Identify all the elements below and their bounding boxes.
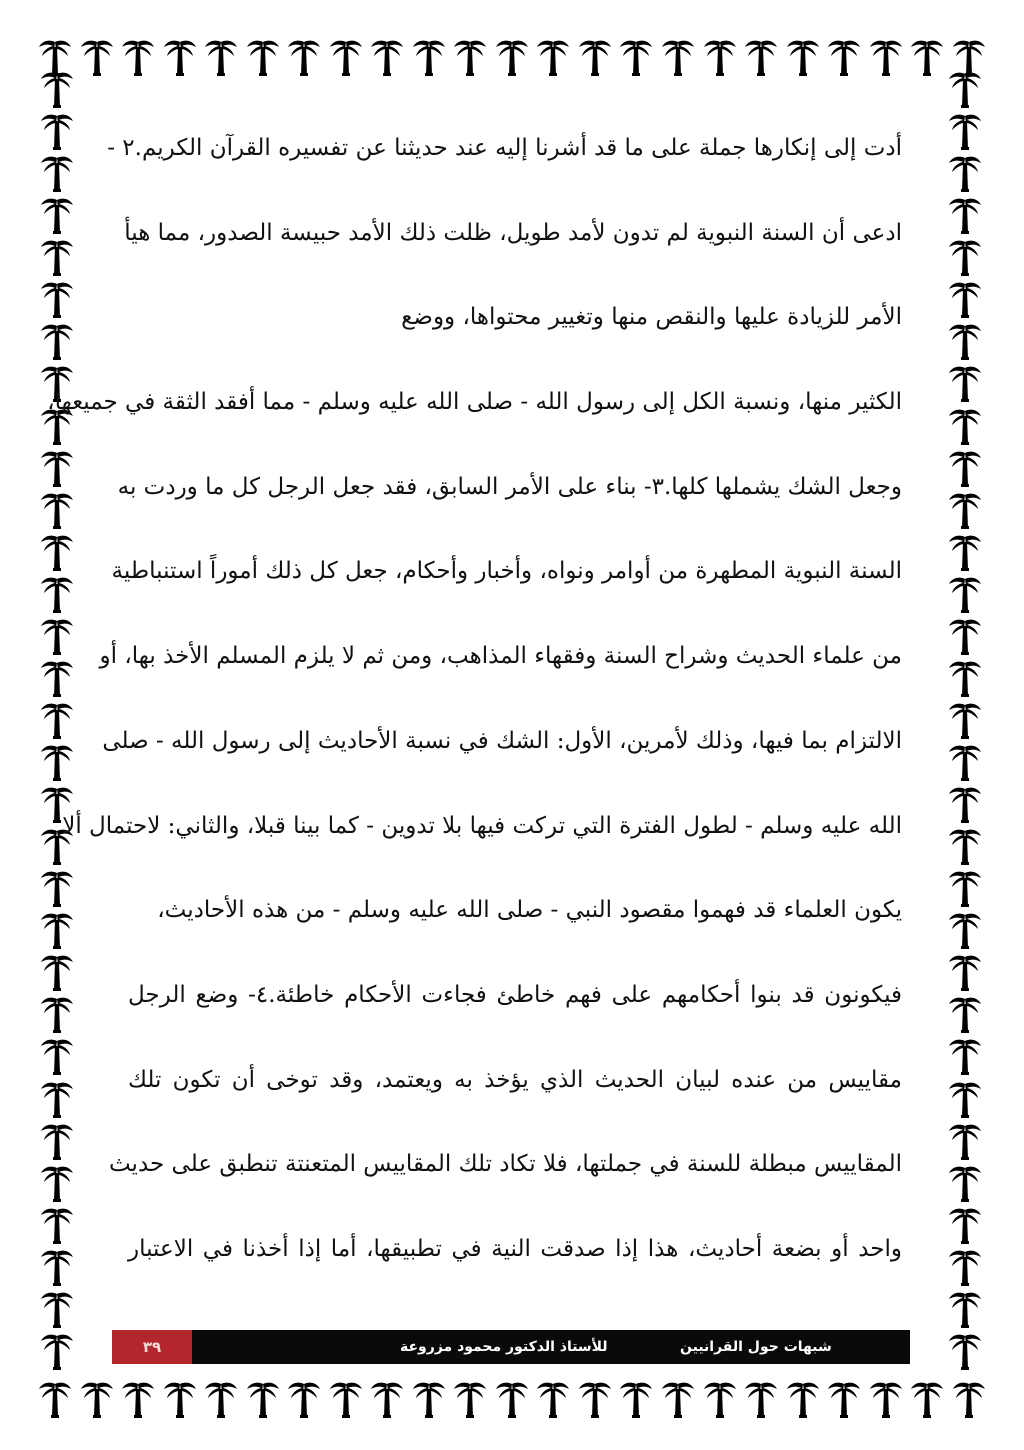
palm-tree-icon xyxy=(948,1037,982,1075)
palm-tree-icon xyxy=(948,575,982,613)
palm-tree-icon xyxy=(38,1380,72,1418)
text-line: مقاييس من عنده لبيان الحديث الذي يؤخذ به ويعتمد، وقد توخى أن تكون تلك xyxy=(128,1066,902,1093)
palm-tree-icon xyxy=(40,1037,74,1075)
palm-tree-icon xyxy=(40,449,74,487)
palm-tree-icon xyxy=(744,1380,778,1418)
palm-tree-icon xyxy=(329,1380,363,1418)
palm-tree-icon xyxy=(40,154,74,192)
palm-tree-icon xyxy=(744,38,778,76)
palm-tree-icon xyxy=(495,38,529,76)
palm-tree-icon xyxy=(619,38,653,76)
palm-tree-icon xyxy=(204,38,238,76)
palm-tree-icon xyxy=(869,1380,903,1418)
palm-tree-icon xyxy=(948,953,982,991)
palm-tree-icon xyxy=(40,701,74,739)
palm-tree-icon xyxy=(948,743,982,781)
footer-author: للأستاذ الدكتور محمود مزروعة xyxy=(400,1339,608,1355)
palm-tree-icon xyxy=(40,1290,74,1328)
palm-tree-icon xyxy=(661,1380,695,1418)
palm-tree-icon xyxy=(40,953,74,991)
palm-tree-icon xyxy=(703,38,737,76)
palm-tree-icon xyxy=(948,827,982,865)
palm-tree-icon xyxy=(370,1380,404,1418)
text-line: أدت إلى إنكارها جملة على ما قد أشرنا إليه عند حديثنا عن تفسيره القرآن الكريم.٢ - xyxy=(107,135,902,161)
palm-tree-icon xyxy=(40,1122,74,1160)
palm-tree-icon xyxy=(40,743,74,781)
palm-tree-icon xyxy=(204,1380,238,1418)
palm-tree-icon xyxy=(40,112,74,150)
text-line: من علماء الحديث وشراح السنة وفقهاء المذاهب، ومن ثم لا يلزم المسلم الأخذ بها، أو xyxy=(99,643,902,670)
palm-tree-icon xyxy=(786,1380,820,1418)
palm-tree-icon xyxy=(121,1380,155,1418)
palm-tree-icon xyxy=(948,322,982,360)
palm-tree-icon xyxy=(827,38,861,76)
palm-tree-icon xyxy=(329,38,363,76)
text-line: واحد أو بضعة أحاديث، هذا إذا صدقت النية في تطبيقها، أما إذا أخذنا في الاعتبار xyxy=(128,1235,902,1262)
palm-tree-icon xyxy=(578,38,612,76)
palm-tree-icon xyxy=(786,38,820,76)
palm-tree-icon xyxy=(948,238,982,276)
palm-tree-icon xyxy=(453,1380,487,1418)
palm-tree-icon xyxy=(948,617,982,655)
palm-tree-icon xyxy=(948,1332,982,1370)
palm-tree-icon xyxy=(910,1380,944,1418)
palm-tree-icon xyxy=(948,1206,982,1244)
palm-border-left xyxy=(40,70,74,1370)
palm-tree-icon xyxy=(948,1290,982,1328)
palm-tree-icon xyxy=(952,1380,986,1418)
text-line: الله عليه وسلم - لطول الفترة التي تركت فيها بلا تدوين - كما بينا قبلا، والثاني: لاحتمال ألا xyxy=(62,812,902,839)
palm-tree-icon xyxy=(121,38,155,76)
palm-tree-icon xyxy=(578,1380,612,1418)
palm-tree-icon xyxy=(40,1080,74,1118)
palm-tree-icon xyxy=(287,1380,321,1418)
palm-tree-icon xyxy=(40,911,74,949)
text-line: السنة النبوية المطهرة من أوامر ونواه، وأخبار وأحكام، جعل كل ذلك أموراً استنباطية xyxy=(111,558,902,585)
footer-book-title: شبهات حول القرانيين xyxy=(680,1339,832,1355)
palm-tree-icon xyxy=(948,154,982,192)
palm-tree-icon xyxy=(948,280,982,318)
palm-border-right xyxy=(948,70,982,1370)
palm-tree-icon xyxy=(827,1380,861,1418)
text-line: وجعل الشك يشملها كلها.٣- بناء على الأمر السابق، فقد جعل الرجل كل ما وردت به xyxy=(117,473,902,500)
palm-tree-icon xyxy=(948,407,982,445)
palm-tree-icon xyxy=(40,995,74,1033)
palm-tree-icon xyxy=(948,659,982,697)
palm-tree-icon xyxy=(40,491,74,529)
text-line: يكون العلماء قد فهموا مقصود النبي - صلى الله عليه وسلم - من هذه الأحاديث، xyxy=(157,897,902,924)
palm-tree-icon xyxy=(661,38,695,76)
palm-tree-icon xyxy=(495,1380,529,1418)
palm-tree-icon xyxy=(948,701,982,739)
palm-tree-icon xyxy=(40,1206,74,1244)
palm-border-bottom xyxy=(0,1380,1024,1418)
palm-tree-icon xyxy=(948,1080,982,1118)
page-number: ٣٩ xyxy=(112,1330,192,1364)
palm-tree-icon xyxy=(948,70,982,108)
palm-tree-icon xyxy=(40,70,74,108)
palm-tree-icon xyxy=(910,38,944,76)
text-line: الكثير منها، ونسبة الكل إلى رسول الله - صلى الله عليه وسلم - مما أفقد الثقة في جميعها، xyxy=(47,389,902,416)
palm-tree-icon xyxy=(40,280,74,318)
palm-tree-icon xyxy=(948,1248,982,1286)
palm-tree-icon xyxy=(40,238,74,276)
page-body-text xyxy=(47,128,903,1314)
palm-tree-icon xyxy=(948,364,982,402)
palm-tree-icon xyxy=(40,1164,74,1202)
palm-tree-icon xyxy=(536,1380,570,1418)
text-line: المقاييس مبطلة للسنة في جملتها، فلا تكاد تلك المقاييس المتعنتة تنطبق على حديث xyxy=(108,1151,902,1178)
palm-tree-icon xyxy=(948,1164,982,1202)
palm-tree-icon xyxy=(412,38,446,76)
palm-tree-icon xyxy=(40,322,74,360)
palm-tree-icon xyxy=(40,1332,74,1370)
palm-tree-icon xyxy=(948,995,982,1033)
palm-tree-icon xyxy=(948,785,982,823)
palm-tree-icon xyxy=(948,533,982,571)
palm-tree-icon xyxy=(40,196,74,234)
palm-tree-icon xyxy=(869,38,903,76)
palm-tree-icon xyxy=(40,869,74,907)
palm-tree-icon xyxy=(287,38,321,76)
palm-tree-icon xyxy=(80,1380,114,1418)
text-line: الأمر للزيادة عليها والنقص منها وتغيير محتواها، ووضع xyxy=(401,304,902,331)
palm-tree-icon xyxy=(246,1380,280,1418)
page-footer xyxy=(112,1330,910,1364)
palm-tree-icon xyxy=(246,38,280,76)
text-line: فيكونون قد بنوا أحكامهم على فهم خاطئ فجاءت الأحكام خاطئة.٤- وضع الرجل xyxy=(128,981,903,1008)
palm-tree-icon xyxy=(163,1380,197,1418)
palm-tree-icon xyxy=(948,491,982,529)
palm-tree-icon xyxy=(948,1122,982,1160)
palm-border-top xyxy=(0,38,1024,76)
palm-tree-icon xyxy=(412,1380,446,1418)
palm-tree-icon xyxy=(40,1248,74,1286)
palm-tree-icon xyxy=(40,575,74,613)
palm-tree-icon xyxy=(619,1380,653,1418)
palm-tree-icon xyxy=(40,659,74,697)
text-line: الالتزام بما فيها، وذلك لأمرين، الأول: الشك في نسبة الأحاديث إلى رسول الله - صلى xyxy=(102,727,902,754)
palm-tree-icon xyxy=(948,112,982,150)
palm-tree-icon xyxy=(40,533,74,571)
palm-tree-icon xyxy=(163,38,197,76)
palm-tree-icon xyxy=(40,617,74,655)
palm-tree-icon xyxy=(453,38,487,76)
palm-tree-icon xyxy=(948,869,982,907)
palm-tree-icon xyxy=(536,38,570,76)
palm-tree-icon xyxy=(703,1380,737,1418)
palm-tree-icon xyxy=(948,449,982,487)
palm-tree-icon xyxy=(948,911,982,949)
text-line: ادعى أن السنة النبوية لم تدون لأمد طويل، ظلت ذلك الأمد حبيسة الصدور، مما هيأ xyxy=(124,219,902,246)
palm-tree-icon xyxy=(948,196,982,234)
palm-tree-icon xyxy=(370,38,404,76)
palm-tree-icon xyxy=(80,38,114,76)
